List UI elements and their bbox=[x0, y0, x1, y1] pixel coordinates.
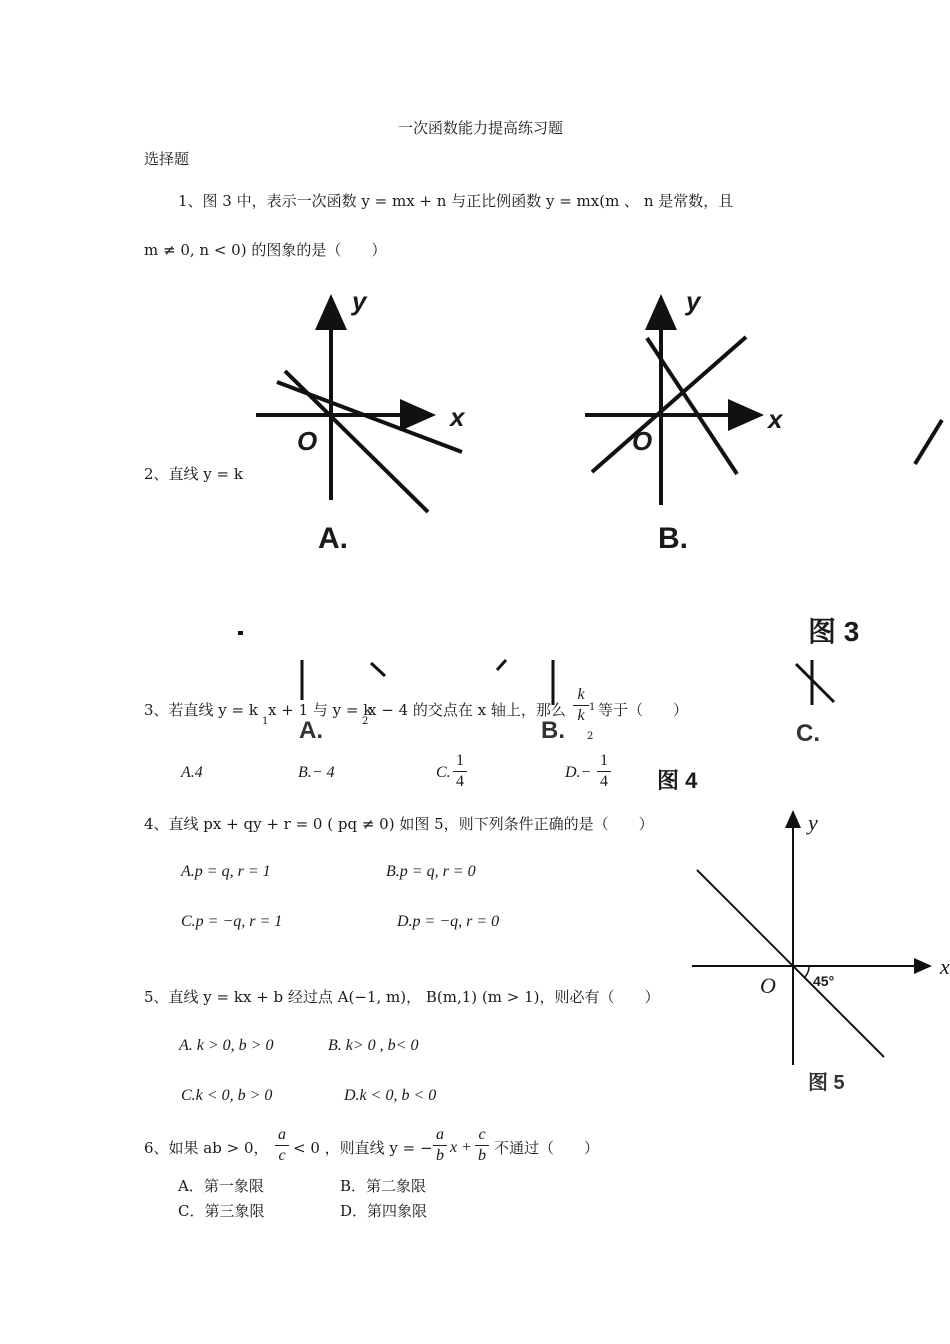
graph-b-origin-label: O bbox=[632, 426, 653, 456]
q3-option-c-numerator: 1 bbox=[456, 752, 464, 769]
q4-option-c: C.p = −q, r = 1 bbox=[181, 913, 283, 930]
question-1-line-1: 1、图 3 中，表示一次函数 y = mx + n 与正比例函数 y = mx(m 、 n 是常数，且 bbox=[178, 192, 734, 210]
q6-f1-denominator: c bbox=[278, 1147, 286, 1164]
graph-b-x-label: x bbox=[768, 404, 783, 434]
question-5-text: 5、直线 y = kx + b 经过点 A(−1, m)， B(m,1) (m > 1)，则必有（ ） bbox=[144, 988, 660, 1006]
figure-4-label-c: C. bbox=[796, 720, 820, 747]
fig5-line bbox=[697, 870, 884, 1057]
q6-f2-denominator: b bbox=[436, 1147, 444, 1164]
question-4-text: 4、直线 px + qy + r = 0 ( pq ≠ 0) 如图 5，则下列条件正确的是（ ） bbox=[144, 815, 654, 833]
question-3-ratio-fraction bbox=[573, 686, 589, 725]
graph-a bbox=[256, 298, 465, 512]
graph-b-y-label: y bbox=[686, 286, 701, 316]
graph-a-origin-label: O bbox=[297, 426, 318, 456]
question-3-part-b: x + 1 与 y = k bbox=[268, 701, 373, 719]
question-3-subscript-2: 2 bbox=[362, 716, 369, 727]
page-title: 一次函数能力提高练习题 bbox=[398, 119, 564, 137]
q6-option-a: A．第一象限 bbox=[178, 1177, 264, 1195]
q6-fraction-c-over-b bbox=[475, 1126, 489, 1165]
graph-b-caption: B. bbox=[658, 522, 688, 555]
figure-4-fragments bbox=[238, 631, 834, 705]
section-heading: 选择题 bbox=[144, 150, 190, 168]
q3-option-c-fraction bbox=[453, 752, 467, 791]
question-3-part-a: 3、若直线 y = k bbox=[144, 701, 258, 719]
question-2-text: 2、直线 y = k bbox=[144, 465, 243, 483]
q6-option-d: D．第四象限 bbox=[340, 1202, 428, 1220]
q4-option-d: D.p = −q, r = 0 bbox=[397, 913, 500, 930]
q6-fraction-a-over-c bbox=[275, 1126, 289, 1165]
ratio-denominator: k bbox=[577, 707, 585, 724]
q6-option-c: C．第三象限 bbox=[178, 1202, 265, 1220]
q6-f2-numerator: a bbox=[436, 1126, 444, 1143]
q6-option-b: B．第二象限 bbox=[340, 1177, 427, 1195]
q3-option-c-denominator: 4 bbox=[456, 773, 464, 790]
figure-5-caption: 图 5 bbox=[808, 1072, 845, 1094]
fig5-x-label: x bbox=[940, 954, 950, 979]
figure-5-graph bbox=[692, 812, 930, 1065]
q6-f3-numerator: c bbox=[478, 1126, 486, 1143]
ratio-denominator-subscript: 2 bbox=[587, 731, 594, 742]
q3-option-b: B.− 4 bbox=[298, 764, 335, 781]
question-3-part-d: 等于（ ） bbox=[598, 701, 689, 719]
fig5-angle-label: 45° bbox=[813, 973, 835, 989]
question-6-part-c: x + bbox=[450, 1139, 472, 1156]
q4-option-b: B.p = q, r = 0 bbox=[386, 863, 476, 880]
figure-4-label-b: B. bbox=[541, 717, 565, 744]
q4-option-a: A.p = q, r = 1 bbox=[181, 863, 271, 880]
q3-option-a: A.4 bbox=[181, 764, 203, 781]
fig5-angle-arc bbox=[805, 966, 809, 977]
q3-option-d-fraction bbox=[597, 752, 611, 791]
ratio-numerator: k bbox=[577, 686, 585, 703]
q3-option-d-prefix: D.− bbox=[565, 764, 592, 781]
q5-option-b: B. k> 0 , b< 0 bbox=[328, 1037, 419, 1054]
question-6-part-b: < 0 ，则直线 y = − bbox=[293, 1139, 433, 1157]
q3-option-d-numerator: 1 bbox=[600, 752, 608, 769]
graph-b bbox=[585, 298, 760, 505]
q5-option-d: D.k < 0, b < 0 bbox=[344, 1087, 437, 1104]
question-3-subscript-1: 1 bbox=[262, 716, 269, 727]
graph-a-y-label: y bbox=[352, 286, 367, 316]
question-3-part-c: x − 4 的交点在 x 轴上，那么 bbox=[368, 701, 566, 719]
graph-a-x-label: x bbox=[450, 402, 465, 432]
fig5-origin-label: O bbox=[760, 973, 776, 998]
figure-4-caption: 图 4 bbox=[657, 768, 698, 793]
figure-3-caption: 图 3 bbox=[808, 616, 860, 647]
q5-option-a: A. k > 0, b > 0 bbox=[179, 1037, 274, 1054]
q3-option-c-prefix: C. bbox=[436, 764, 451, 781]
question-6-part-a: 6、如果 ab > 0， bbox=[144, 1139, 269, 1157]
graph-a-caption: A. bbox=[318, 522, 348, 555]
q5-option-c: C.k < 0, b > 0 bbox=[181, 1087, 273, 1104]
q6-f3-denominator: b bbox=[478, 1147, 486, 1164]
graph-c-partial-line bbox=[915, 420, 942, 464]
figure-4-label-a: A. bbox=[299, 717, 323, 744]
question-1-line-2: m ≠ 0, n < 0) 的图象的是（ ） bbox=[144, 241, 387, 259]
q6-fraction-a-over-b bbox=[433, 1126, 447, 1165]
q3-option-d-denominator: 4 bbox=[600, 773, 608, 790]
q6-f1-numerator: a bbox=[278, 1126, 286, 1143]
fig5-y-label: y bbox=[808, 810, 818, 835]
ratio-numerator-subscript: 1 bbox=[589, 702, 596, 713]
question-6-part-d: 不通过（ ） bbox=[494, 1139, 600, 1157]
